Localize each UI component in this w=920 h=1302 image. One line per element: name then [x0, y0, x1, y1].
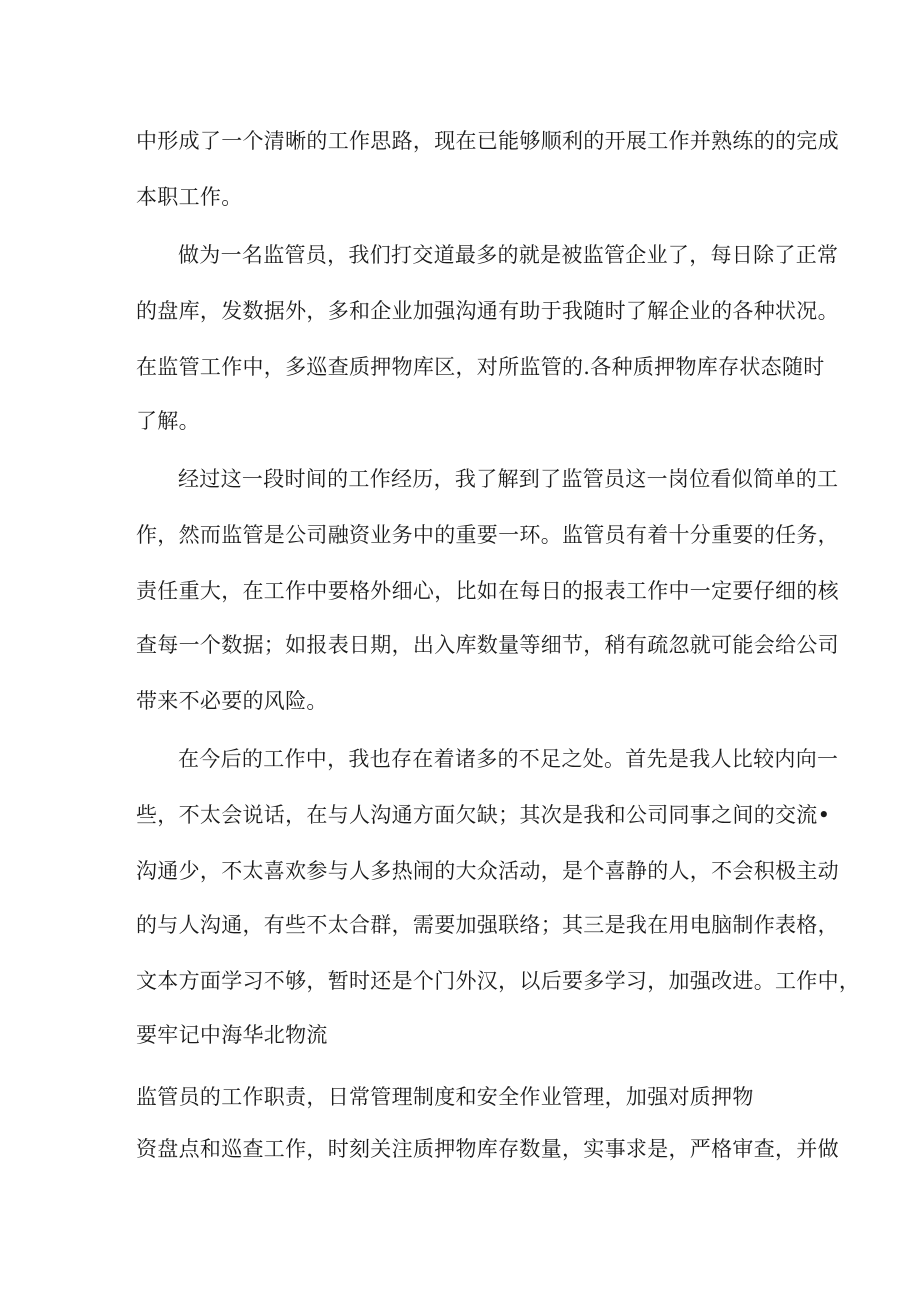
text-line: 的盘库，发数据外，多和企业加强沟通有助于我随时了解企业的各种状况。 — [136, 299, 839, 323]
text-line: 监管员的工作职责，日常管理制度和安全作业管理，加强对质押物 — [136, 1085, 754, 1109]
text-line: 文本方面学习不够，暂时还是个门外汉，以后要多学习，加强改进。工作中， — [136, 969, 861, 993]
text-line: 本职工作。 — [136, 185, 243, 209]
text-line: 要牢记中海华北物流 — [136, 1023, 328, 1047]
paragraph-start-line: 在今后的工作中，我也存在着诸多的不足之处。首先是我人比较内向一 — [178, 747, 839, 771]
text-line: 责任重大，在工作中要格外细心，比如在每日的报表工作中一定要仔细的核 — [136, 579, 839, 603]
text-line: 中形成了一个清晰的工作思路，现在已能够顺利的开展工作并熟练的的完成 — [136, 129, 839, 153]
text-line: 资盘点和巡查工作，时刻关注质押物库存数量，实事求是，严格审查，并做 — [136, 1137, 839, 1161]
paragraph-start-line: 经过这一段时间的工作经历，我了解到了监管员这一岗位看似简单的工 — [178, 467, 839, 491]
text-line: 在监管工作中，多巡查质押物库区，对所监管的.各种质押物库存状态随时 — [136, 355, 825, 379]
text-line: 些，不太会说话，在与人沟通方面欠缺；其次是我和公司同事之间的交流• — [136, 803, 831, 827]
paragraph-start-line: 做为一名监管员，我们打交道最多的就是被监管企业了，每日除了正常 — [178, 243, 839, 267]
text-line: 沟通少，不太喜欢参与人多热闹的大众活动，是个喜静的人，不会积极主动 — [136, 859, 839, 883]
text-line: 查每一个数据；如报表日期，出入库数量等细节，稍有疏忽就可能会给公司 — [136, 633, 839, 657]
text-line: 的与人沟通，有些不太合群，需要加强联络；其三是我在用电脑制作表格， — [136, 913, 839, 937]
text-line: 带来不必要的风险。 — [136, 689, 328, 713]
text-line: 作，然而监管是公司融资业务中的重要一环。监管员有着十分重要的任务， — [136, 523, 839, 547]
text-line: 了解。 — [136, 409, 200, 433]
